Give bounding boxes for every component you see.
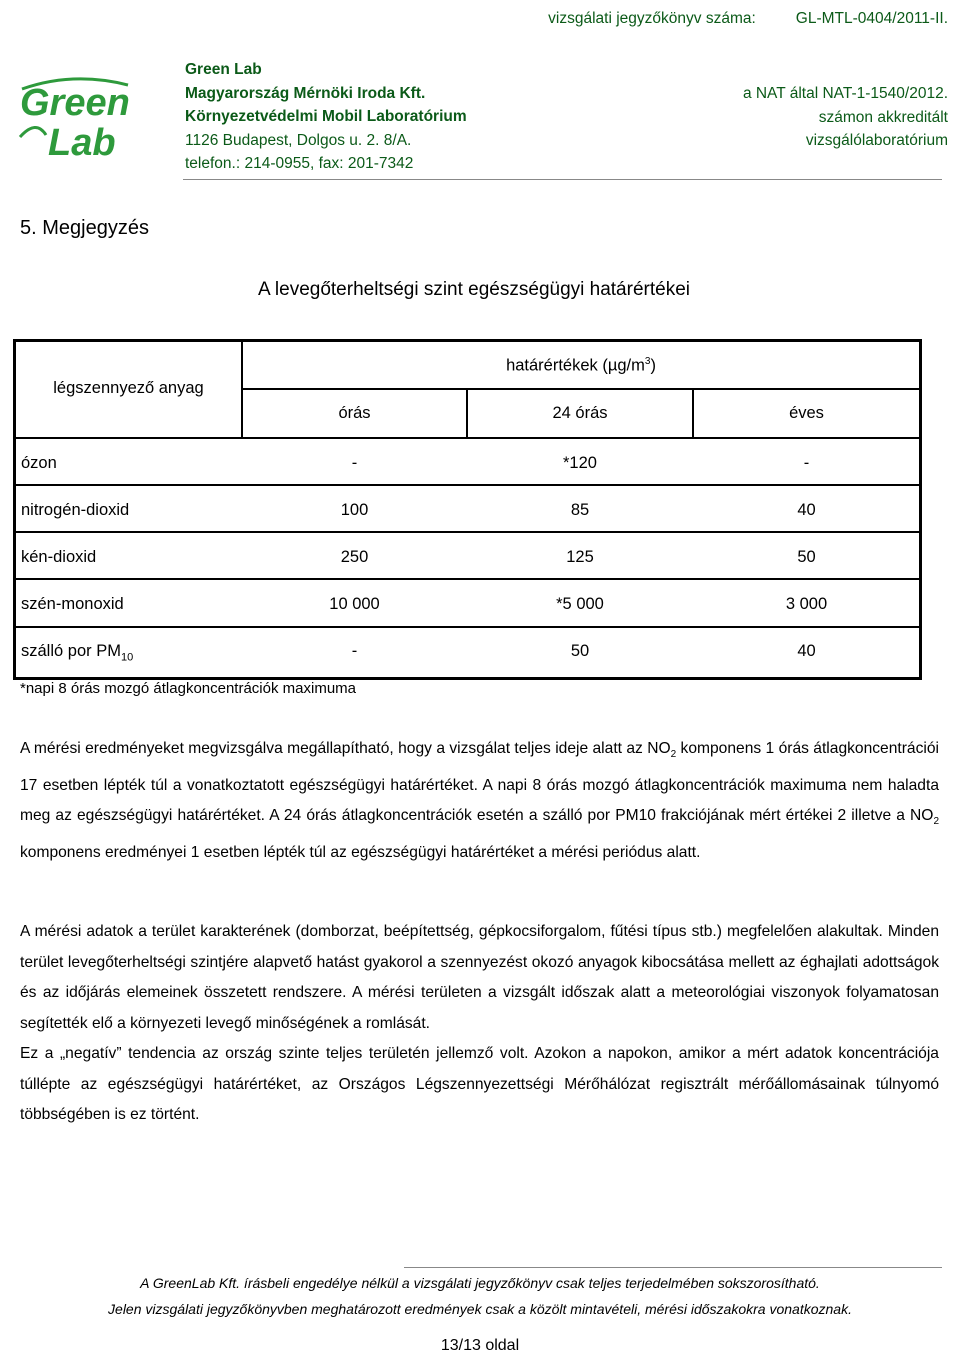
row-pollutant: kén-dioxid xyxy=(21,548,97,566)
row-pollutant: nitrogén-dioxid xyxy=(21,501,130,519)
accreditation-line: a NAT által NAT-1-1540/2012. xyxy=(742,85,948,102)
section-title: 5. Megjegyzés xyxy=(20,217,149,239)
paragraph-text: komponens eredményei 1 esetben lépték túl az egészségügyi határértéket a mérési periódus alatt. xyxy=(20,843,701,861)
table-divider xyxy=(16,531,919,533)
header-annual: éves xyxy=(789,404,824,422)
paragraph-results xyxy=(20,734,939,868)
company-phone: telefon.: 214-0955, fax: 201-7342 xyxy=(185,155,414,172)
limits-table xyxy=(13,339,922,680)
row-annual: 40 xyxy=(797,501,816,519)
row-24h: 50 xyxy=(570,642,590,660)
row-hourly: 250 xyxy=(340,548,369,566)
row-24h: 85 xyxy=(570,501,590,519)
header-limits-group xyxy=(243,356,919,376)
header-divider xyxy=(183,179,942,180)
company-info xyxy=(185,58,467,176)
header-24h: 24 órás xyxy=(552,404,608,422)
table-divider xyxy=(243,388,919,390)
header-limits-text: határértékek (µg/m xyxy=(506,356,645,375)
footer-note: Jelen vizsgálati jegyzőkönyvben meghatározott eredmények csak a közölt mintavételi, mérési időszakokra vonatkoznak. xyxy=(108,1301,852,1317)
row-hourly: 100 xyxy=(340,501,369,519)
subscript: 2 xyxy=(670,749,677,761)
report-number: GL-MTL-0404/2011-II. xyxy=(795,10,948,27)
header-limits-end: ) xyxy=(650,356,656,375)
logo-text-lab: Lab xyxy=(48,122,116,164)
header-hourly: órás xyxy=(338,404,371,422)
report-number-line xyxy=(548,10,948,28)
header-limits-sup: 3 xyxy=(644,356,651,367)
accreditation-line: számon akkreditált xyxy=(818,108,948,126)
logo-text-green: Green xyxy=(20,82,130,124)
row-pollutant: szén-monoxid xyxy=(21,595,124,613)
row-annual: - xyxy=(803,454,810,472)
row-hourly: - xyxy=(351,454,358,472)
subscript: 2 xyxy=(933,816,939,828)
paragraph-text: Ez a „negatív” tendencia az ország szinte teljes területén jellemző volt. Azokon a napokon, amikor a mért adatok koncentrációja túllépte az egészségügyi határértéket, az Országos Légszennyezettségi Mérőhálózat regisztrált mérőállomásainak túlnyomó többségében is ez történt. xyxy=(20,1045,939,1123)
footer-note: A GreenLab Kft. írásbeli engedélye nélkül a vizsgálati jegyzőkönyv csak teljes terjedelmében sokszorosítható. xyxy=(140,1275,820,1291)
accreditation-line: vizsgálólaboratórium xyxy=(805,132,948,149)
report-label: vizsgálati jegyzőkönyv száma: xyxy=(548,10,756,27)
row-24h: 125 xyxy=(566,548,594,566)
row-24h: *120 xyxy=(563,454,597,472)
table-divider xyxy=(16,626,919,628)
footer-divider xyxy=(404,1267,942,1268)
table-footnote: *napi 8 órás mozgó átlagkoncentrációk maximuma xyxy=(20,680,356,697)
company-line: Környezetvédelmi Mobil Laboratórium xyxy=(185,108,467,125)
row-annual: 50 xyxy=(797,548,816,566)
paragraph-text: komponens 1 órás átlagkoncentrációi 17 esetben lépték túl a vonatkoztatott egészségügyi határértéket. A napi 8 órás mozgó átlagkoncentrációk maximuma nem haladta meg az egészségügyi határértéket. A 24 órás átlagkoncentrációk esetén a szálló por PM10 frakciójának mért értékei 2 illetve a NO xyxy=(20,740,939,825)
greenlab-logo xyxy=(18,75,133,167)
company-line: Green Lab xyxy=(185,61,262,78)
table-divider xyxy=(16,437,919,439)
row-hourly: 10 000 xyxy=(329,595,380,613)
table-divider xyxy=(16,484,919,486)
row-annual: 40 xyxy=(797,642,816,660)
paragraph-text: A mérési eredményeket megvizsgálva megállapítható, hogy a vizsgálat teljes ideje alatt az NO xyxy=(20,740,671,757)
row-pollutant xyxy=(21,642,133,663)
table-title: A levegőterheltségi szint egészségügyi határértékei xyxy=(258,279,690,300)
table-divider xyxy=(16,578,919,580)
accreditation-info xyxy=(743,82,948,153)
paragraph-conditions xyxy=(20,917,939,1131)
row-pollutant: ózon xyxy=(21,454,57,472)
row-24h: *5 000 xyxy=(556,595,604,613)
page-number: 13/13 oldal xyxy=(440,1337,520,1354)
company-address: 1126 Budapest, Dolgos u. 2. 8/A. xyxy=(185,131,412,149)
row-pollutant-name: szálló por PM xyxy=(21,642,121,660)
row-pollutant-sub: 10 xyxy=(120,651,134,664)
company-line: Magyarország Mérnöki Iroda Kft. xyxy=(185,84,426,102)
paragraph-text: A mérési adatok a terület karakterének (domborzat, beépítettség, gépkocsiforgalom, fűtési típus stb.) megfelelően alakultak. Minden terület levegőterheltségi szintjére alapvető hatást gyakorol a szennyezést okozó anyagok kibocsátása mellett az éghajlati adottságok és az időjárás elemeinek összetett rendszere. A mérési területen a vizsgált időszak alatt a meteorológiai viszonyok folyamatosan segítették elő a környezeti levegő minőségének a romlását. xyxy=(20,923,939,1032)
header-pollutant: légszennyező anyag xyxy=(53,379,204,397)
row-annual: 3 000 xyxy=(785,595,828,613)
row-hourly: - xyxy=(351,642,358,660)
